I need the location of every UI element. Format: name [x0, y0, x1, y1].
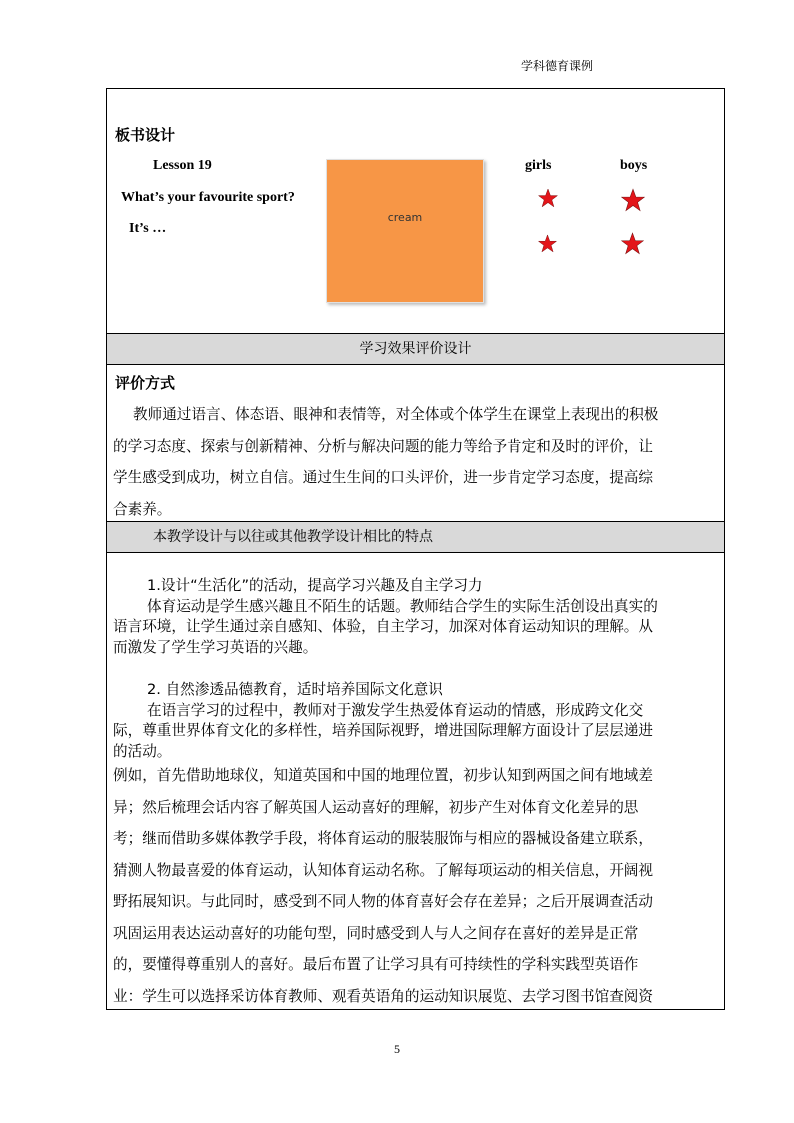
- feature-point-title: 2. 自然渗透品德教育，适时培养国际文化意识: [147, 681, 443, 698]
- feature-line: 例如，首先借助地球仪，知道英国和中国的地理位置，初步认知到两国之间有地域差: [113, 767, 653, 784]
- evaluation-paragraph: [113, 399, 717, 525]
- evaluation-band: [107, 334, 724, 364]
- orange-picture-placeholder: [326, 159, 484, 303]
- divider: [107, 364, 724, 365]
- evaluation-line: 教师通过语言、体态语、眼神和表情等，对全体或个体学生在课堂上表现出的积极: [133, 406, 659, 423]
- star-icon: [621, 232, 644, 255]
- evaluation-line: 学生感受到成功，树立自信。通过生生间的口头评价，进一步肯定学习态度，提高综: [113, 469, 653, 486]
- feature-line: 猜测人物最喜爱的体育运动，认知体育运动名称。了解每项运动的相关信息，开阔视: [113, 861, 653, 879]
- feature-line: 的活动。: [113, 742, 172, 760]
- feature-line: 考；继而借助多媒体教学手段，将体育运动的服装服饰与相应的器械设备建立联系，: [113, 830, 653, 847]
- evaluation-line: 的学习态度、探索与创新精神、分析与解决问题的能力等给予肯定和及时的评价，让: [113, 437, 653, 455]
- lesson-plan-table: [106, 88, 725, 1010]
- feature-line: 的，要懂得尊重别人的喜好。最后布置了让学习具有可持续性的学科实践型英语作: [113, 956, 639, 973]
- feature-point-1: [113, 576, 717, 658]
- feature-point-title: 1.设计“生活化”的活动，提高学习兴趣及自主学习力: [147, 577, 483, 594]
- lesson-title: Lesson 19: [153, 158, 212, 173]
- star-icon: [621, 188, 645, 212]
- evaluation-line: 合素养。: [113, 500, 172, 518]
- board-question: What’s your favourite sport?: [121, 190, 295, 205]
- page-number: 5: [394, 1042, 400, 1056]
- feature-line: 语言环境，让学生通过亲自感知、体验，自主学习，加深对体育运动知识的理解。从: [113, 618, 653, 635]
- feature-line: 在语言学习的过程中，教师对于激发学生热爱体育运动的情感，形成跨文化交: [147, 701, 644, 719]
- features-band-title: 本教学设计与以往或其他教学设计相比的特点: [153, 529, 433, 545]
- features-band: [107, 522, 724, 552]
- feature-point-2: [113, 680, 717, 762]
- evaluation-band-title: 学习效果评价设计: [359, 341, 472, 357]
- feature-line: 际，尊重世界体育文化的多样性，培养国际视野，增进国际理解方面设计了层层递进: [113, 722, 653, 739]
- board-answer: It’s …: [129, 221, 167, 236]
- feature-line: 异；然后梳理会话内容了解英国人运动喜好的理解，初步产生对体育文化差异的思: [113, 798, 639, 816]
- girls-column-label: girls: [525, 158, 552, 173]
- evaluation-method-heading: 评价方式: [115, 374, 176, 392]
- star-icon: [538, 234, 557, 253]
- feature-line: 巩固运用表达运动喜好的功能句型，同时感受到人与人之间存在喜好的差异是正常: [113, 924, 639, 942]
- feature-line: 体育运动是学生感兴趣且不陌生的话题。教师结合学生的实际生活创设出真实的: [147, 597, 658, 615]
- divider: [107, 552, 724, 553]
- picture-caption: cream: [387, 211, 423, 224]
- page-header: 学科德育课例: [521, 59, 594, 73]
- boys-column-label: boys: [620, 158, 648, 173]
- feature-example-paragraph: [113, 760, 717, 1012]
- star-icon: [538, 188, 558, 208]
- feature-line: 业：学生可以选择采访体育教师、观看英语角的运动知识展览、去学习图书馆查阅资: [113, 987, 653, 1005]
- board-design-heading: 板书设计: [115, 126, 176, 144]
- feature-line: 野拓展知识。与此同时，感受到不同人物的体育喜好会存在差异；之后开展调查活动: [113, 893, 653, 910]
- feature-line: 而激发了学生学习英语的兴趣。: [113, 638, 318, 656]
